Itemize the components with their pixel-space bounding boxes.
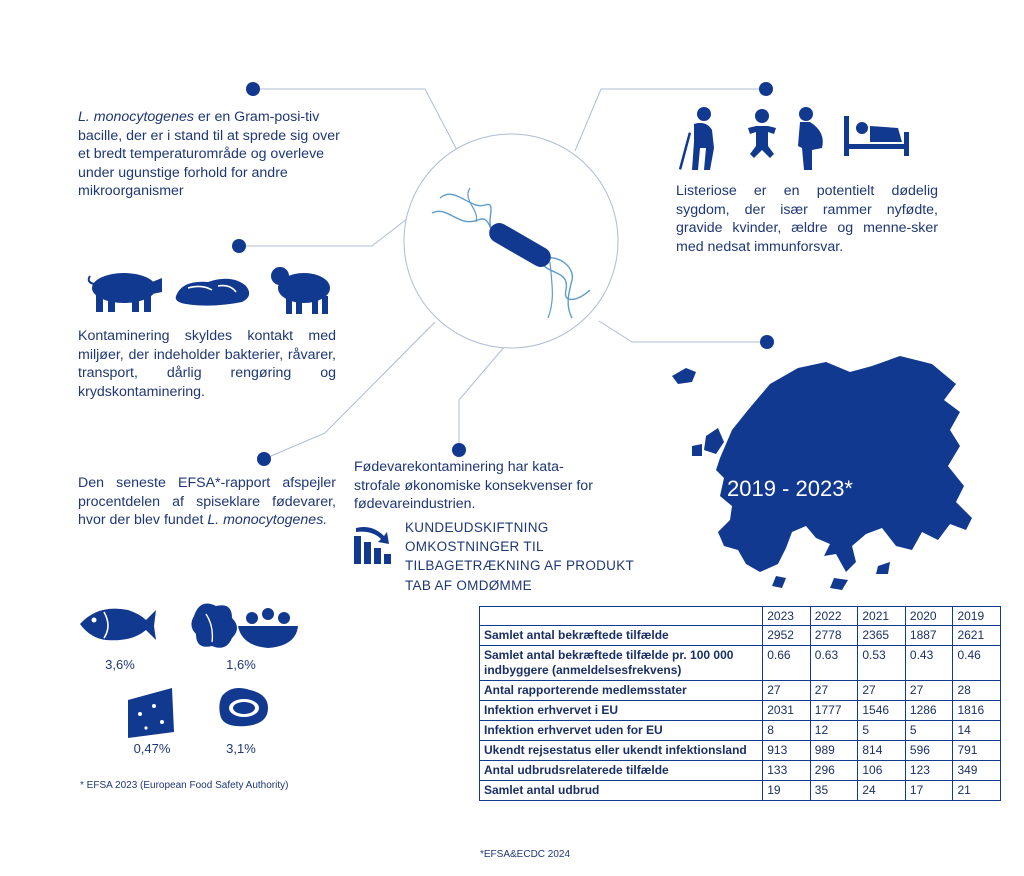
table-cell: 2365 [858, 626, 906, 646]
consequence-item: OMKOSTNINGER TIL TILBAGETRÆKNING AF PRODUKT [405, 539, 635, 573]
table-cell: 0.46 [953, 646, 1001, 681]
table-cell: 21 [953, 781, 1001, 801]
table-cell: 5 [905, 721, 953, 741]
table-cell: 1546 [858, 701, 906, 721]
table-row [480, 721, 1001, 741]
risk-text: Listeriose er en potentielt dødelig sygdom, der især rammer nyfødte, gravide kvinder, ældre og menne-sker med nedsat immunforsvar. [676, 183, 938, 255]
salad-percentage: 1,6% [226, 657, 256, 672]
year-header: 2021 [858, 607, 906, 626]
intro-body: er en Gram-posi-tiv bacille, der er i stand til at sprede sig over et bredt temperaturområde og overleve under ugunstige forhold for andre mikroorganismer [78, 109, 340, 200]
efsa-species: L. monocytogenes. [207, 512, 328, 529]
table-cell: 913 [763, 741, 811, 761]
table-cell: 0.43 [905, 646, 953, 681]
table-cell: 35 [810, 781, 858, 801]
table-cell: 19 [763, 781, 811, 801]
row-label: Antal rapporterende medlemsstater [480, 681, 763, 701]
fish-percentage: 3,6% [105, 657, 135, 672]
elderly-icon [679, 107, 714, 170]
cheese-icon [128, 688, 174, 738]
table-row [480, 781, 1001, 801]
sheep-icon [271, 267, 330, 314]
row-label: Samlet antal bekræftede tilfælde pr. 100 000 indbyggere (anmeldelsesfrekvens) [480, 646, 763, 681]
consequences-list [405, 518, 650, 595]
table-row [480, 681, 1001, 701]
table-cell: 791 [953, 741, 1001, 761]
table-cell: 2778 [810, 626, 858, 646]
salad-icon [191, 604, 298, 648]
table-source-footnote: *EFSA&ECDC 2024 [480, 849, 571, 860]
connector-line [239, 215, 412, 246]
table-cell: 14 [953, 721, 1001, 741]
row-label: Antal udbrudsrelaterede tilfælde [480, 761, 763, 781]
connector-dot [452, 443, 466, 457]
row-label: Infektion erhvervet i EU [480, 701, 763, 721]
table-cell: 123 [905, 761, 953, 781]
table-cell: 17 [905, 781, 953, 801]
table-cell: 596 [905, 741, 953, 761]
table-row [480, 701, 1001, 721]
connector-line [599, 321, 767, 342]
connector-dot [759, 82, 773, 96]
table-cell: 12 [810, 721, 858, 741]
table-header-row [480, 607, 1001, 626]
table-row [480, 646, 1001, 681]
table-cell: 27 [905, 681, 953, 701]
table-cell: 27 [810, 681, 858, 701]
table-cell: 133 [763, 761, 811, 781]
cheese-percentage: 0,47% [133, 741, 171, 756]
table-cell: 27 [858, 681, 906, 701]
consequence-item: KUNDEUDSKIFTNING [405, 520, 549, 535]
table-cell: 1816 [953, 701, 1001, 721]
table-cell: 1286 [905, 701, 953, 721]
europe-map [620, 350, 1000, 600]
table-row [480, 761, 1001, 781]
connector-line [459, 346, 505, 450]
table-row [480, 741, 1001, 761]
year-header: 2020 [905, 607, 953, 626]
year-header: 2023 [763, 607, 811, 626]
table-cell: 989 [810, 741, 858, 761]
row-label: Ukendt rejsestatus eller ukendt infektionsland [480, 741, 763, 761]
connector-dot [232, 239, 246, 253]
table-cell: 106 [858, 761, 906, 781]
table-header-label [480, 607, 763, 626]
baby-icon [748, 109, 776, 158]
meat-percentage: 3,1% [226, 741, 256, 756]
decline-chart-icon [352, 522, 396, 566]
efsa-body: Den seneste EFSA*-rapport afspejler procentdelen af spiseklare fødevarer, hvor der blev fundet [78, 475, 336, 529]
row-label: Infektion erhvervet uden for EU [480, 721, 763, 741]
table-cell: 296 [810, 761, 858, 781]
consequence-item: TAB AF OMDØMME [405, 578, 532, 593]
connector-dot [257, 452, 271, 466]
table-cell: 0.63 [810, 646, 858, 681]
connector-dot [760, 335, 774, 349]
table-cell: 28 [953, 681, 1001, 701]
statistics-table [479, 606, 1001, 801]
row-label: Samlet antal bekræftede tilfælde [480, 626, 763, 646]
risk-icons [676, 102, 916, 172]
species-name: L. monocytogenes [78, 109, 194, 125]
table-cell: 0.53 [858, 646, 906, 681]
table-cell: 8 [763, 721, 811, 741]
industry-text: Fødevarekontaminering har kata-strofale økonomiske konsekvenser for fødevareindustrien. [354, 459, 593, 513]
table-cell: 349 [953, 761, 1001, 781]
map-period-label: 2019 - 2023* [727, 476, 853, 501]
table-cell: 24 [858, 781, 906, 801]
table-cell: 1777 [810, 701, 858, 721]
table-cell: 814 [858, 741, 906, 761]
table-cell: 2031 [763, 701, 811, 721]
table-cell: 1887 [905, 626, 953, 646]
row-label: Samlet antal udbrud [480, 781, 763, 801]
year-header: 2022 [810, 607, 858, 626]
table-cell: 2952 [763, 626, 811, 646]
table-cell: 2621 [953, 626, 1001, 646]
table-cell: 27 [763, 681, 811, 701]
patient-icon [844, 116, 909, 156]
pig-icon [89, 273, 162, 312]
pregnant-icon [798, 107, 823, 170]
intro-text [78, 108, 340, 201]
source-icons [82, 262, 342, 322]
table-row [480, 626, 1001, 646]
table-cell: 5 [858, 721, 906, 741]
efsa-text [78, 474, 336, 530]
efsa-footnote: * EFSA 2023 (European Food Safety Authority) [80, 780, 289, 791]
sources-text: Kontaminering skyldes kontakt med miljøer, der indeholder bakterier, råvarer, transport, dårlig rengøring og krydskontaminering. [78, 328, 336, 400]
fish-icon [80, 609, 156, 641]
meat-icon [219, 688, 268, 726]
year-header: 2019 [953, 607, 1001, 626]
connector-dot [246, 82, 260, 96]
table-cell: 0.66 [763, 646, 811, 681]
pond-icon [176, 279, 249, 306]
